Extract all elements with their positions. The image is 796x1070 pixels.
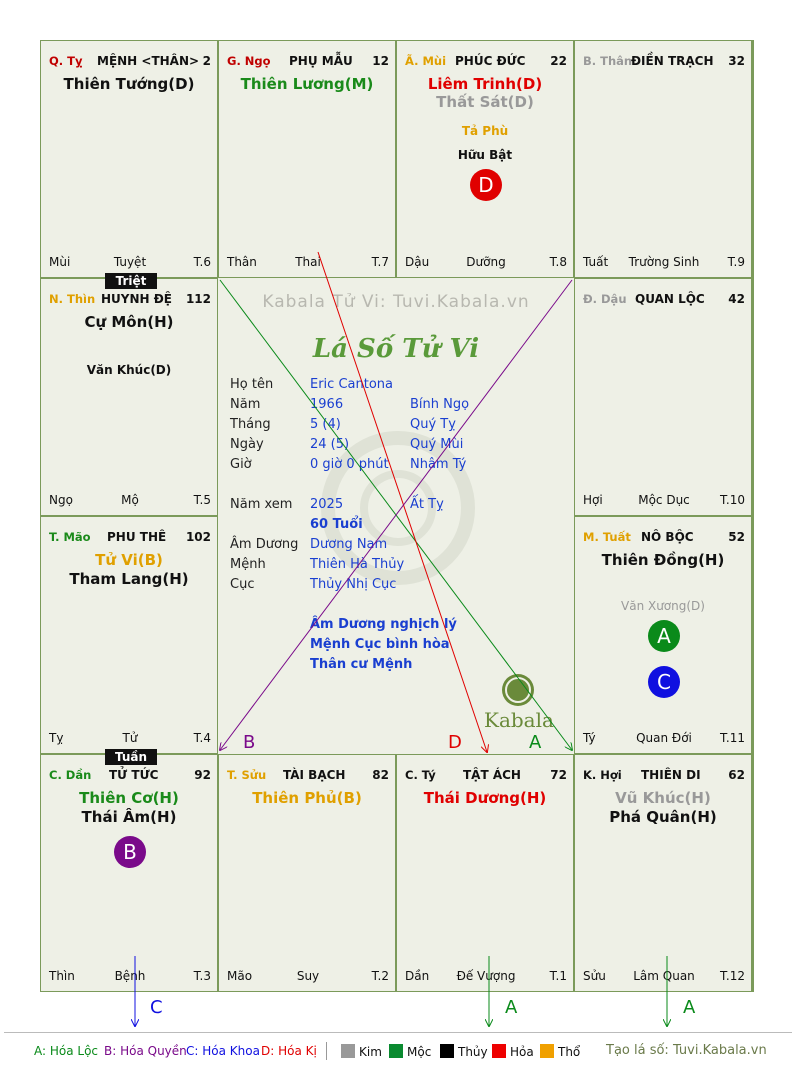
main-star-2: Thất Sát(D) [436,93,534,111]
palace-name: TÀI BẠCH [283,768,346,782]
kabala-logo-text: Kabala [484,708,554,732]
foot-month: T.4 [193,731,211,745]
legend-divider [4,1032,792,1033]
main-star-2: Phá Quân(H) [609,808,717,826]
foot-branch: Tý [583,731,596,745]
palace-number: 42 [728,292,745,306]
palace-position: C. Tý [405,768,436,782]
main-star: Thái Dương(H) [423,789,547,807]
foot-branch: Tuất [583,255,609,269]
chart-title: Lá Số Tử Vi [312,334,480,364]
foot-stage: Lâm Quan [633,969,695,983]
arrow-label-b: B [243,732,256,753]
triet-tag: Triệt [105,273,157,289]
main-star: Thiên Lương(M) [240,75,374,93]
palace-number: 92 [194,768,211,782]
palace-position: M. Tuất [583,530,631,544]
main-star: Thiên Cơ(H) [79,789,179,807]
foot-branch: Mão [227,969,253,983]
legend-hoa-khoa: C: Hóa Khoa [186,1044,260,1058]
foot-month: T.2 [371,969,389,983]
info-row: Họ tên Eric Cantona [230,377,393,392]
palace-name: ĐIỀN TRẠCH [631,54,714,68]
arrow-label-d: D [448,732,462,753]
foot-stage: Tử [122,731,138,745]
hoa-ki-marker: D [470,169,502,201]
palace-position: Q. Tỵ [49,54,83,68]
foot-stage: Bệnh [114,969,146,983]
palace-name: PHỤ MẪU [289,54,353,68]
palace-number: 62 [728,768,745,782]
foot-month: T.6 [193,255,211,269]
main-star-2: Thái Âm(H) [81,808,177,826]
palace-name: TỬ TỨC [109,768,159,782]
tuan-tag: Tuần [105,749,157,765]
foot-stage: Quan Đới [636,731,692,745]
foot-branch: Tỵ [49,731,64,745]
info-row: Tháng 5 (4) Quý Tỵ [230,417,456,432]
palace-name: THIÊN DI [641,768,701,782]
main-star: Thiên Phủ(B) [252,789,362,807]
minor-star: Văn Khúc(D) [86,363,172,377]
hoa-ki-arrow [318,252,487,752]
foot-month: T.7 [371,255,389,269]
foot-stage: Suy [296,969,320,983]
legend [0,1034,796,1068]
main-star: Tử Vi(B) [95,551,163,569]
info-row: Ngày 24 (5) Quý Mùi [230,437,464,452]
palace-number: 102 [185,530,211,544]
minor-star: Hữu Bật [457,148,513,162]
arrow-label-a: A [529,732,542,753]
legend-thuy: Thủy [440,1044,488,1059]
info-row: Giờ 0 giờ 0 phút Nhâm Tý [230,457,467,472]
minor-star: Văn Xương(D) [621,599,705,613]
main-star: Thiên Tướng(D) [63,75,195,93]
palace-position: N. Thìn [49,292,96,306]
palace-position: Đ. Dậu [583,292,627,306]
palace-name: QUAN LỘC [635,292,705,306]
palace-name: TẬT ÁCH [463,768,521,782]
hoa-quyen-marker: B [114,836,146,868]
legend-hoa-loc: A: Hóa Lộc [34,1044,99,1058]
main-star: Liêm Trinh(D) [427,75,543,93]
main-star: Thiên Đồng(H) [601,551,725,569]
foot-month: T.10 [720,493,745,507]
palace-name: HUYNH ĐỆ [101,292,172,306]
foot-stage: Tuyệt [113,255,147,269]
foot-branch: Hợi [583,493,603,507]
foot-month: T.9 [727,255,745,269]
legend-hoa-quyen: B: Hóa Quyền [104,1044,187,1058]
foot-month: T.3 [193,969,211,983]
palace-name: NÔ BỘC [641,530,694,544]
palace-position: K. Hợi [583,768,622,782]
main-star: Cự Môn(H) [84,313,174,331]
foot-branch: Ngọ [49,493,73,507]
main-star: Vũ Khúc(H) [615,789,711,807]
foot-month: T.12 [720,969,745,983]
palace-number: 82 [372,768,389,782]
palace-number: 52 [728,530,745,544]
watermark-text: Kabala Tử Vi: Tuvi.Kabala.vn [262,292,530,312]
legend-hoa: Hỏa [492,1044,534,1059]
palace-number: 22 [550,54,567,68]
hoa-loc-marker: A [648,620,680,652]
foot-stage: Đế Vượng [456,969,516,983]
foot-stage: Mộ [121,493,139,507]
arrow-label-a: A [683,997,696,1018]
main-star-2: Tham Lang(H) [69,570,189,588]
info-row: Năm 1966 Bính Ngọ [230,397,470,412]
foot-branch: Dậu [405,255,430,269]
arrow-label-c: C [150,997,163,1018]
foot-branch: Thân [227,255,257,269]
chart-info: Năm xem 2025 Ất Tỵ 60 Tuổi Âm Dương Dương Nam Mệnh Thiên Hà Thủy Cục Thủy Nhị Cục [230,497,444,592]
foot-month: T.8 [549,255,567,269]
legend-separator [326,1042,327,1060]
foot-branch: Mùi [49,255,71,269]
foot-month: T.1 [549,969,567,983]
foot-month: T.11 [720,731,745,745]
palace-number: 2 [202,54,211,68]
site-link[interactable]: Tạo lá số: Tuvi.Kabala.vn [606,1043,767,1058]
chart-notes: Âm Dương nghịch lý Mệnh Cục bình hòa Thân cư Mệnh [310,617,457,672]
age: 60 Tuổi [310,517,363,532]
palace-position: T. Mão [49,530,91,544]
arrow-label-a: A [505,997,518,1018]
legend-moc: Mộc [389,1044,431,1059]
foot-stage: Mộc Dục [638,493,690,507]
foot-stage: Dưỡng [466,255,506,269]
foot-stage: Trường Sinh [628,255,700,269]
palace-position: Ã. Mùi [405,54,447,68]
palace-number: 12 [372,54,389,68]
foot-branch: Dần [405,969,430,983]
legend-hoa-ki: D: Hóa Kị [261,1044,317,1058]
palace-number: 112 [185,292,211,306]
palace-number: 32 [728,54,745,68]
hoa-khoa-marker: C [648,666,680,698]
foot-branch: Sửu [583,969,606,983]
palace-name: PHÚC ĐỨC [455,54,526,68]
foot-month: T.5 [193,493,211,507]
minor-star: Tả Phù [461,124,509,138]
palace-position: T. Sửu [227,768,267,782]
palace-position: C. Dần [49,768,92,782]
legend-kim: Kim [341,1044,382,1059]
legend-tho: Thổ [540,1044,580,1059]
palace-position: G. Ngọ [227,54,271,68]
palace-number: 72 [550,768,567,782]
foot-branch: Thìn [49,969,75,983]
palace-position: B. Thân [583,54,633,68]
foot-stage: Thai [295,255,321,269]
palace-name: PHU THÊ [107,530,167,544]
palace-name: MỆNH <THÂN> [97,54,200,68]
